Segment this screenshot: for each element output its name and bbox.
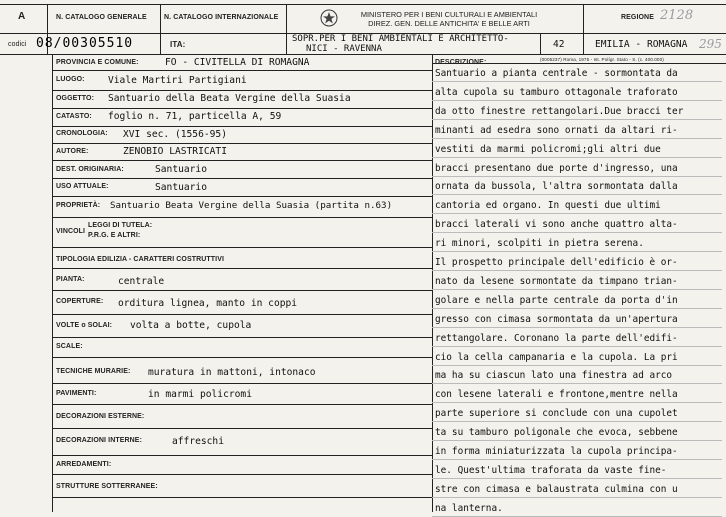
description-rule	[432, 119, 722, 120]
description-rule	[432, 459, 722, 460]
description-line: nato da lesene sormontate da timpano trian-	[435, 275, 678, 287]
description-line: ri minori, scolpiti in pietra serena.	[435, 238, 644, 250]
rule	[52, 474, 432, 475]
arredamenti-label: ARREDAMENTI:	[56, 461, 112, 468]
rule	[52, 357, 432, 358]
cronologia-value: XVI sec. (1556-95)	[123, 129, 227, 140]
description-line: parte superiore si conclude con una cupolet	[435, 408, 678, 420]
codici-divider	[0, 54, 726, 55]
rule	[52, 247, 432, 248]
luogo-label: LUOGO:	[56, 76, 85, 83]
description-line: con lesene laterali e frontone,mentre nella	[435, 389, 678, 401]
volte-label: VOLTE o SOLAI:	[56, 322, 113, 329]
regione-label: REGIONE	[621, 14, 654, 21]
description-line: bracci presentano due porte d'ingresso, una	[435, 162, 678, 174]
descrizione-label: DESCRIZIONE:	[435, 59, 487, 66]
rule	[52, 126, 432, 127]
description-line: vestiti da marmi policromi;gli altri due	[435, 143, 661, 155]
rule	[52, 455, 432, 456]
description-line: bracci laterali vi sono anche quattro alta-	[435, 219, 678, 231]
oggetto-value: Santuario della Beata Vergine della Suasia	[108, 93, 351, 104]
pianta-value: centrale	[118, 276, 165, 287]
description-rule	[432, 365, 722, 366]
strutture-label: STRUTTURE SOTTERRANEE:	[56, 483, 158, 490]
provincia-value: FO - CIVITELLA DI ROMAGNA	[165, 57, 310, 68]
ministry-line-1: MINISTERO PER I BENI CULTURALI E AMBIENTALI	[360, 10, 538, 19]
rule	[52, 196, 432, 197]
codice-value: 08/00305510	[36, 36, 134, 51]
rule	[52, 497, 432, 498]
description-line: cio la cella campanaria e la cupola. La pri	[435, 351, 678, 363]
regione-value: EMILIA - ROMAGNA	[595, 39, 688, 50]
handwritten-number: 295	[699, 37, 722, 51]
regione-handwritten: 2128	[660, 8, 694, 23]
n-catalogo-generale-label: N. CATALOGO GENERALE	[56, 14, 147, 21]
uso-value: Santuario	[155, 182, 207, 193]
description-rule	[432, 308, 722, 309]
tecniche-label: TECNICHE MURARIE:	[56, 368, 131, 375]
dec-interne-value: affreschi	[172, 436, 224, 447]
header-vline-4	[540, 33, 541, 54]
rule	[52, 217, 432, 218]
description-rule	[432, 383, 722, 384]
header-vline-3	[286, 4, 287, 54]
prg-label: P.R.G. E ALTRI:	[88, 232, 141, 239]
description-line: ta su tamburo poligonale che evoca, sebbene	[435, 427, 678, 439]
description-rule	[432, 194, 722, 195]
rule	[52, 337, 432, 338]
coperture-label: COPERTURE:	[56, 298, 104, 305]
description-line: Santuario a pianta centrale - sormontata da	[435, 68, 678, 79]
republic-emblem-icon	[320, 8, 338, 28]
description-line: minanti ad esedra sono ornati da altari ri-	[435, 124, 678, 136]
description-line: ornata da bussola, l'altra sormontata dalla	[435, 181, 678, 193]
dec-esterne-label: DECORAZIONI ESTERNE:	[56, 413, 145, 420]
description-line: rettangolare. Coronano la parte dell'edifi-	[435, 332, 678, 344]
rule	[52, 108, 432, 109]
column-divider	[432, 54, 433, 512]
description-rule	[432, 270, 722, 271]
autore-value: ZENOBIO LASTRICATI	[123, 146, 227, 157]
description-line: golare e nella parte centrale da porta d'in	[435, 294, 678, 306]
pavimenti-label: PAVIMENTI:	[56, 390, 97, 397]
codici-label: codici	[8, 41, 27, 48]
description-line: le. Quest'ultima traforata da vaste fine-	[435, 464, 667, 476]
description-rule	[432, 176, 722, 177]
left-margin-line	[52, 54, 53, 512]
description-rule	[432, 81, 722, 82]
rule	[52, 404, 432, 405]
description-line: gresso con cimasa sormontata da un'apertura	[435, 313, 678, 325]
description-rule	[432, 232, 722, 233]
description-line: alta cupola su tamburo ottagonale traforato	[435, 86, 678, 98]
tipologia-title: TIPOLOGIA EDILIZIA - CARATTERI COSTRUTTIVI	[56, 256, 225, 263]
dest-label: DEST. ORIGINARIA:	[56, 166, 124, 173]
descrizione-rule	[432, 63, 726, 64]
description-line: ma ha su ciascun lato una finestra ad arco	[435, 370, 673, 382]
rule	[52, 290, 432, 291]
soprintendenza-line-2: NICI - RAVENNA	[306, 44, 382, 54]
rule	[52, 70, 432, 71]
volte-value: volta a botte, cupola	[130, 320, 252, 331]
frame-top	[0, 4, 726, 5]
description-rule	[432, 138, 722, 139]
rule	[52, 90, 432, 91]
description-rule	[432, 440, 722, 441]
rule	[52, 143, 432, 144]
soprintendenza	[292, 34, 509, 54]
description-line: na lanterna.	[435, 502, 503, 514]
description-rule	[432, 289, 722, 290]
description-rule	[432, 327, 722, 328]
description-rule	[432, 402, 722, 403]
scale-label: SCALE:	[56, 343, 83, 350]
dest-value: Santuario	[155, 164, 207, 175]
ministry-heading	[344, 10, 554, 28]
description-rule	[432, 251, 722, 252]
description-rule	[432, 478, 722, 479]
tecniche-value: muratura in mattoni, intonaco	[148, 367, 316, 378]
sopr-code: 42	[553, 39, 565, 50]
pianta-label: PIANTA:	[56, 276, 85, 283]
rule	[52, 178, 432, 179]
cronologia-label: CRONOLOGIA:	[56, 130, 108, 137]
catasto-value: foglio n. 71, particella A, 59	[108, 111, 282, 122]
soprintendenza-line-1: SOPR.PER I BENI AMBIENTALI E ARCHITETTO-	[292, 34, 509, 44]
description-rule	[432, 157, 722, 158]
description-rule	[432, 497, 722, 498]
dec-interne-label: DECORAZIONI INTERNE:	[56, 437, 142, 444]
leggi-label: LEGGI DI TUTELA:	[88, 222, 153, 229]
description-line: cantoria ed organo. In questi due ultimi	[435, 200, 661, 212]
rule	[52, 160, 432, 161]
luogo-value: Viale Martiri Partigiani	[108, 75, 247, 86]
description-line: Il prospetto principale dell'edificio è or-	[435, 257, 678, 268]
oggetto-label: OGGETTO:	[56, 95, 95, 102]
coperture-value: orditura lignea, manto in coppi	[118, 298, 298, 309]
ita-label: ITA:	[170, 40, 186, 49]
ministry-line-2: DIREZ. GEN. DELLE ANTICHITA' E BELLE ARTI	[368, 19, 530, 28]
autore-label: AUTORE:	[56, 148, 89, 155]
print-note: (0005237) Roma, 1975 - Ist. Polígr. Stato - S. (c. 400.000)	[540, 57, 664, 62]
provincia-label: PROVINCIA E COMUNE:	[56, 59, 139, 66]
description-line: stre con cimasa e balaustrata culmina con u	[435, 483, 678, 495]
pavimenti-value: in marmi policromi	[148, 389, 252, 400]
header-vline-2	[160, 4, 161, 54]
n-catalogo-internazionale-label: N. CATALOGO INTERNAZIONALE	[164, 14, 279, 21]
rule	[52, 268, 432, 269]
header-vline-5	[583, 4, 584, 54]
section-letter: A	[18, 11, 26, 22]
description-line: in forma miniaturizzata la cupola principa-	[435, 446, 678, 457]
rule	[52, 314, 432, 315]
vincoli-label: VINCOLI	[56, 228, 86, 235]
rule	[52, 428, 432, 429]
description-rule	[432, 213, 722, 214]
description-rule	[432, 346, 722, 347]
proprieta-value: Santuario Beata Vergine della Suasia (partita n.63)	[110, 200, 393, 211]
description-rule	[432, 100, 722, 101]
catasto-label: CATASTO:	[56, 113, 92, 120]
proprieta-label: PROPRIETÀ:	[56, 202, 101, 209]
description-rule	[432, 421, 722, 422]
rule	[52, 383, 432, 384]
description-line: da otto finestre rettangolari.Due bracci ter	[435, 105, 684, 117]
uso-label: USO ATTUALE:	[56, 183, 109, 190]
